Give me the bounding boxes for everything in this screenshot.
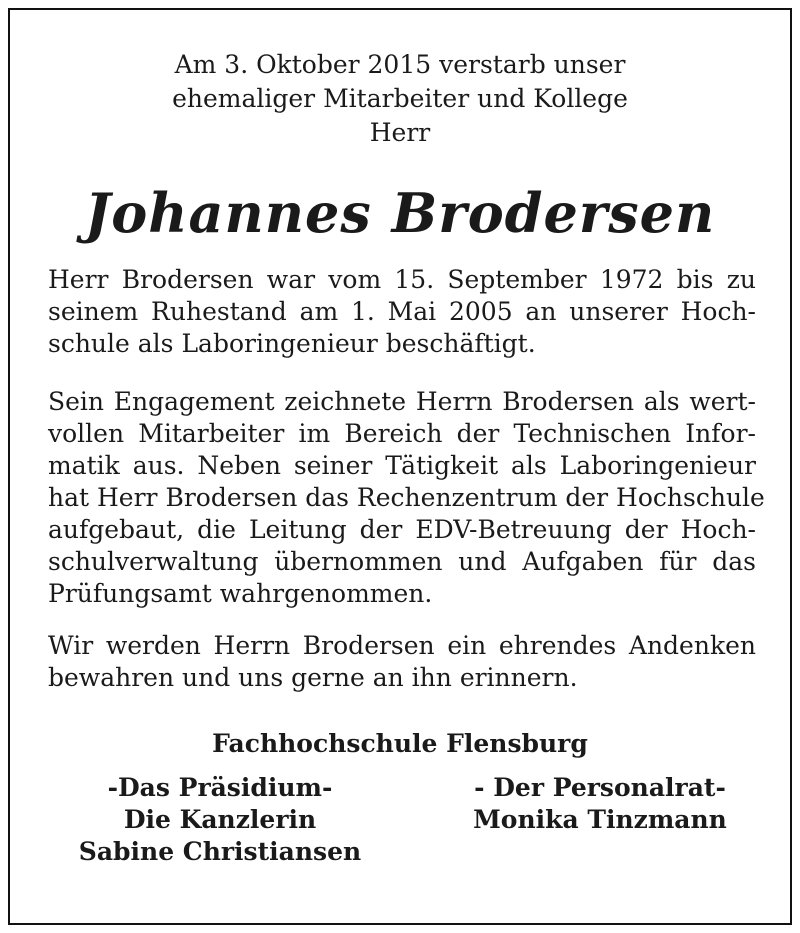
obituary-notice (8, 8, 792, 925)
text-line: Herr Brodersen war vom 15. September 1972 bis zu (48, 265, 756, 294)
institution-name: Fachhochschule Flensburg (212, 729, 588, 758)
deceased-name: Johannes Brodersen (84, 181, 716, 245)
text-line: aufgebaut, die Leitung der EDV-Betreuung der Hoch- (48, 515, 756, 544)
paragraph-employment (48, 264, 756, 360)
intro-line-title: Herr (369, 118, 431, 147)
signature-left-line: -Das Präsidium- (107, 773, 333, 802)
text-line: Sein Engagement zeichnete Herrn Brodersen als wert- (48, 387, 756, 416)
text-line: vollen Mitarbeiter im Bereich der Technischen Infor- (48, 419, 756, 448)
signature-left-line: Sabine Christiansen (78, 837, 362, 866)
text-line: hat Herr Brodersen das Rechenzentrum der Hochschule (48, 483, 765, 512)
signature-right (440, 772, 760, 836)
signature-left-line: Die Kanzlerin (123, 805, 317, 834)
intro-line-date: Am 3. Oktober 2015 verstarb unser (174, 50, 626, 79)
signature-right-line: Monika Tinzmann (473, 805, 727, 834)
paragraph-engagement (48, 386, 765, 610)
text-line: bewahren und uns gerne an ihn erinnern. (48, 663, 578, 692)
text-line: Wir werden Herrn Brodersen ein ehrendes Andenken (48, 631, 756, 660)
paragraph-remembrance (48, 630, 756, 694)
text-line: schule als Laboringenieur beschäftigt. (48, 329, 536, 358)
text-line: Prüfungsamt wahrgenommen. (48, 579, 433, 608)
text-line: matik aus. Neben seiner Tätigkeit als Laboringenieur (48, 451, 756, 480)
intro-text (10, 48, 790, 150)
text-line: schulverwaltung übernommen und Aufgaben für das (48, 547, 756, 576)
signature-left (60, 772, 380, 868)
intro-line-role: ehemaliger Mitarbeiter und Kollege (172, 84, 628, 113)
text-line: seinem Ruhestand am 1. Mai 2005 an unserer Hoch- (48, 297, 756, 326)
signature-right-line: - Der Personalrat- (474, 773, 726, 802)
